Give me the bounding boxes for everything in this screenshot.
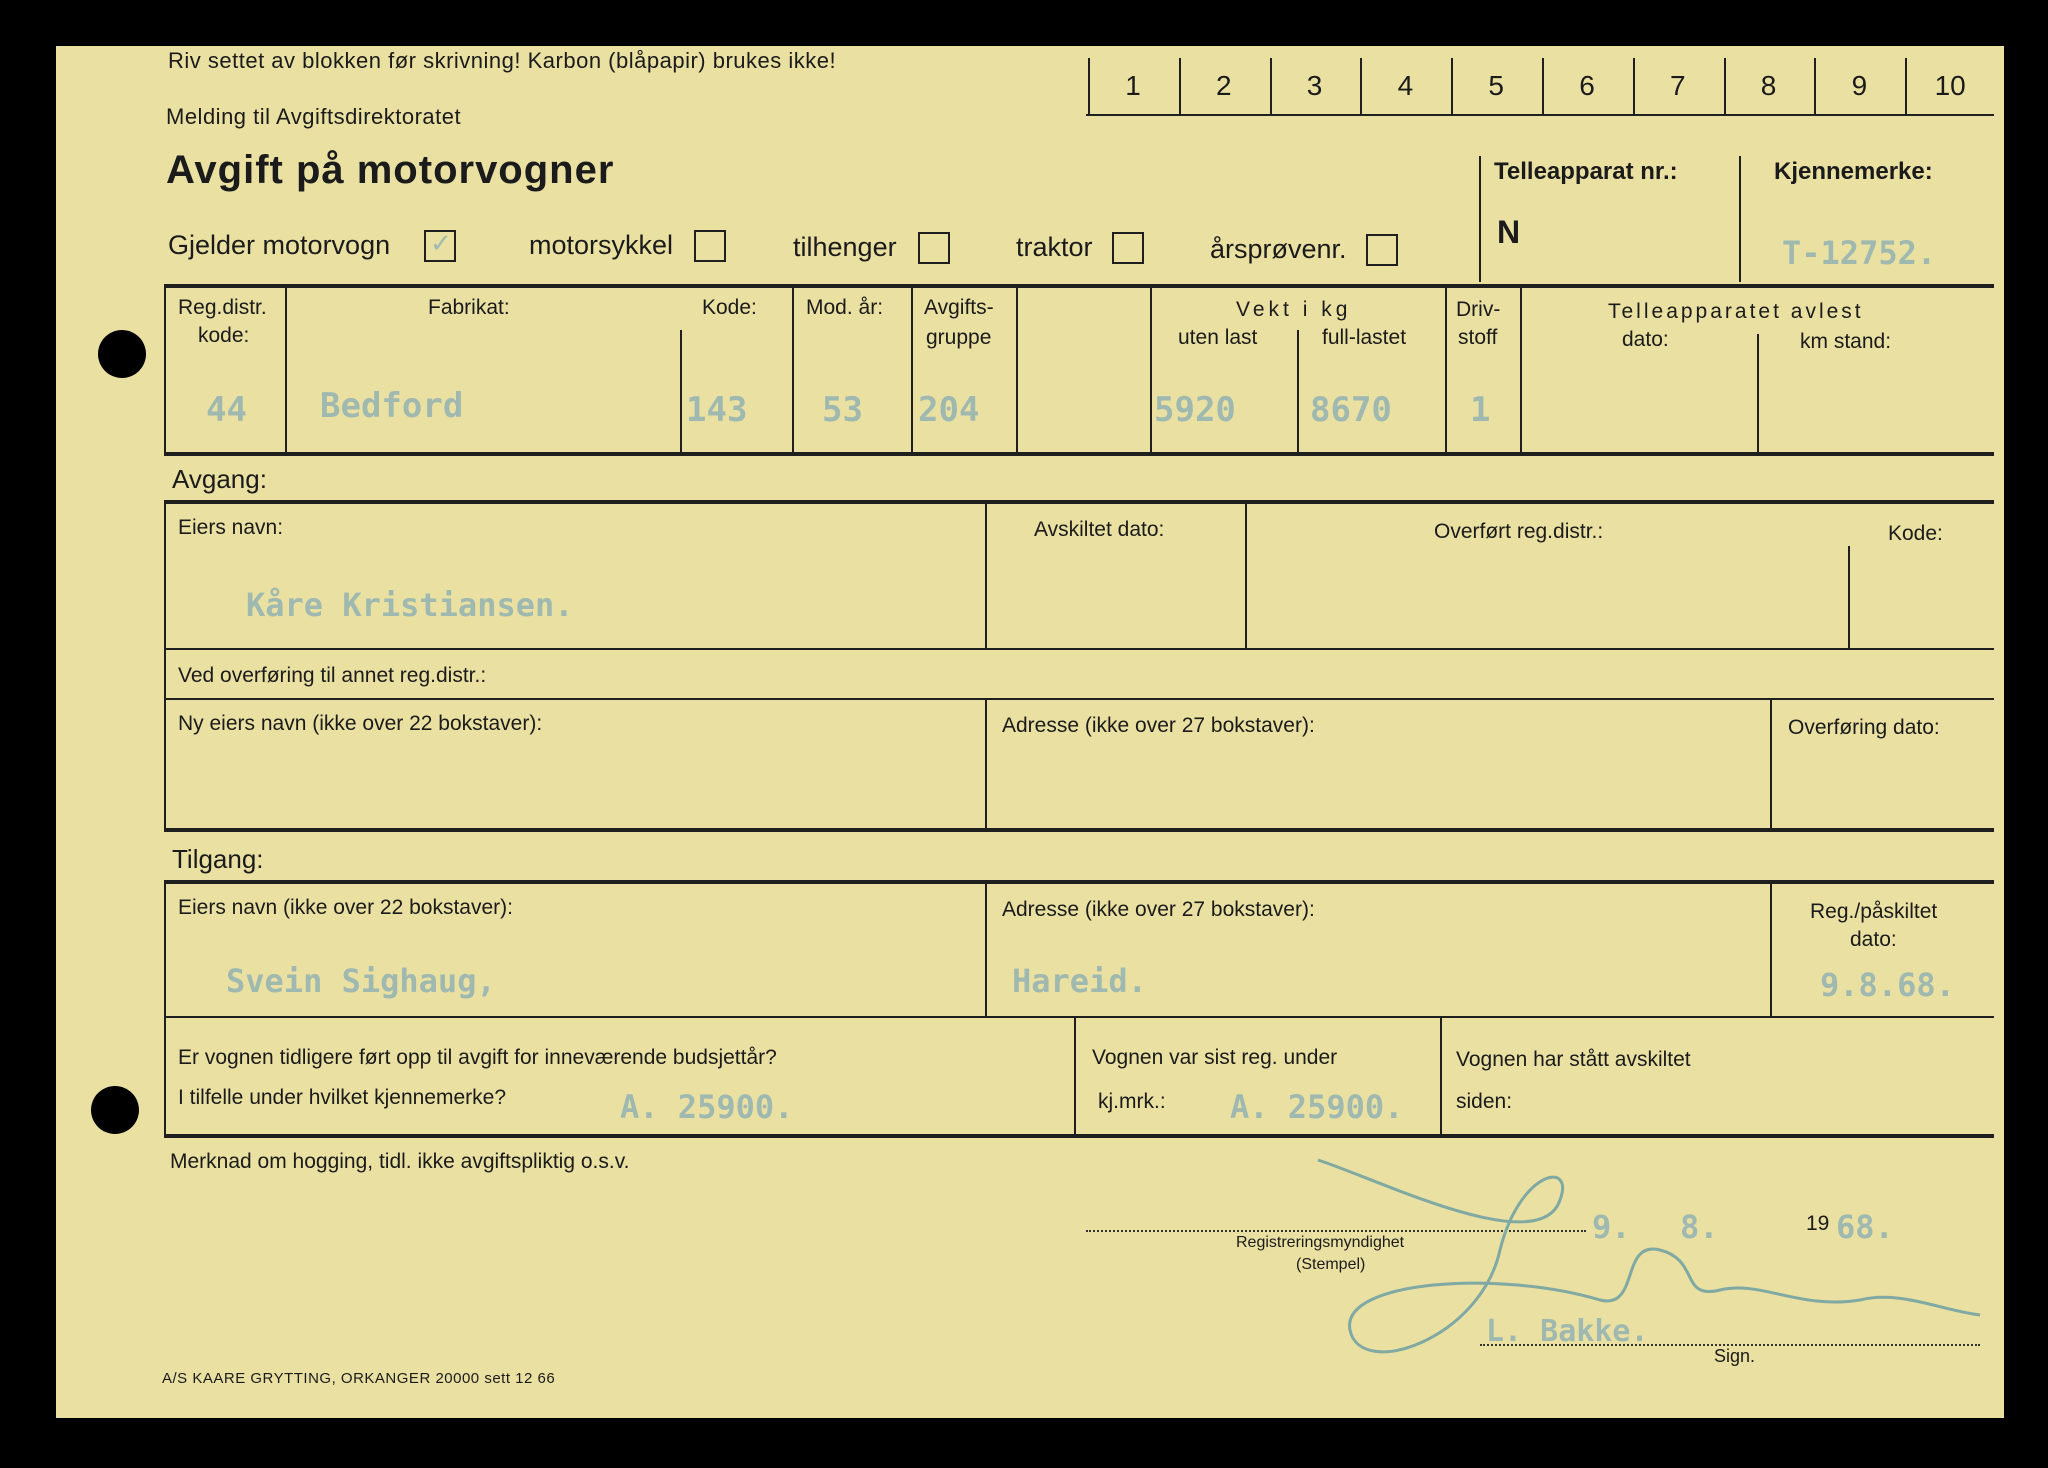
reg-distr-label: Reg.distr. [178,296,267,319]
previous-plate-value: A. 25900. [620,1088,794,1126]
col-border [680,330,682,452]
avgang-top-border [164,500,1994,504]
avskiltet-date-label: Avskiltet dato: [1034,518,1165,541]
printer-imprint: A/S KAARE GRYTTING, ORKANGER 20000 sett 12 66 [162,1370,556,1387]
col-border [285,288,287,452]
mod-year-label: Mod. år: [806,296,884,319]
last-reg-label: Vognen var sist reg. under [1092,1046,1338,1069]
full-lastet-label: full-lastet [1322,326,1407,349]
sign-date-year: 68. [1836,1208,1894,1246]
new-owner-label: Ny eiers navn (ikke over 22 bokstaver): [178,712,543,735]
transfer-heading: Ved overføring til annet reg.distr.: [178,664,487,687]
tilgang-section-label: Tilgang: [172,844,264,874]
copy-number-divider [1179,58,1181,114]
copy-number-divider [1088,58,1090,114]
copy-number-divider [1814,58,1816,114]
copy-number-divider [1905,58,1907,114]
avgang-kode-label: Kode: [1888,522,1943,545]
tilgang-reg-label: Reg./påskiltet [1810,900,1938,923]
tilgang-reg-label-2: dato: [1850,928,1897,951]
col-border [911,288,913,452]
copy-number-8: 8 [1760,70,1777,101]
kode-value: 143 [686,390,748,430]
copy-number-divider [1633,58,1635,114]
check-mark-icon: ✓ [430,228,452,258]
tilgang-bottom-border [164,1134,1994,1138]
checkbox-arsprovenr[interactable] [1366,234,1398,266]
tilgang-owner-label: Eiers navn (ikke over 22 bokstaver): [178,896,513,919]
col-border [1016,288,1018,452]
tilgang-reg-value: 9.8.68. [1820,966,1955,1004]
kode-label: Kode: [702,296,757,319]
tilgang-top-border [164,880,1994,884]
col-border [164,500,166,830]
col-border [1520,288,1522,452]
previous-question-2: I tilfelle under hvilket kjennemerke? [178,1086,507,1109]
option-motorsykkel-label: motorsykkel [529,230,674,260]
avgift-label: Avgifts- [924,296,994,319]
meter-value: N [1497,214,1521,250]
previous-question-1: Er vognen tidligere ført opp til avgift for inneværende budsjettår? [178,1046,777,1069]
meter-read-date-label: dato: [1622,328,1669,351]
signer-name: L. Bakke. [1486,1314,1649,1349]
copy-number-2: 2 [1216,70,1232,101]
option-traktor-label: traktor [1016,232,1093,262]
sign-date-day: 9. [1592,1208,1631,1246]
reg-distr-label-2: kode: [198,324,250,347]
vekt-label: Vekt i kg [1236,298,1352,321]
avgift-label-2: gruppe [926,326,992,349]
applies-to-label: Gjelder motorvogn [168,230,391,260]
meter-read-km-label: km stand: [1800,330,1892,353]
copy-number-6: 6 [1579,70,1595,101]
copy-number-4: 4 [1397,70,1414,101]
avgift-value: 204 [918,390,980,430]
recipient-text: Melding til Avgiftsdirektoratet [166,104,462,129]
option-arsprovenr-label: årsprøvenr. [1210,234,1347,264]
drivstoff-label-2: stoff [1458,326,1498,349]
avgang-mid-border [164,648,1994,650]
form-title: Avgift på motorvogner [166,148,615,192]
col-border [1848,546,1850,648]
last-reg-value: A. 25900. [1230,1088,1404,1126]
col-border [1770,884,1772,1016]
col-border [1297,330,1299,452]
checkbox-motorvogn[interactable] [424,230,456,262]
checkbox-motorsykkel[interactable] [694,230,726,262]
registration-label: Kjennemerke: [1774,158,1933,185]
copy-number-divider [1724,58,1726,114]
last-reg-label-2: kj.mrk.: [1098,1090,1166,1113]
fabrikat-value: Bedford [320,386,464,426]
sign-date-month: 8. [1680,1208,1719,1246]
col-border [1770,700,1772,830]
tilgang-address-value: Hareid. [1012,962,1147,1000]
instruction-text: Riv settet av blokken før skrivning! Karbon (blåpapir) brukes ikke! [168,48,837,73]
overfort-distr-label: Overført reg.distr.: [1434,520,1604,543]
col-border [985,700,987,830]
divider [1739,156,1741,282]
meter-read-label: Telleapparatet avlest [1608,300,1864,323]
punch-hole-bottom [91,1086,139,1134]
copy-number-9: 9 [1851,70,1868,101]
deregistered-since-label-2: siden: [1456,1090,1513,1113]
uten-last-label: uten last [1178,326,1258,349]
mod-year-value: 53 [822,390,863,430]
avgang-bottom-border [164,828,1994,832]
copy-number-7: 7 [1670,70,1686,101]
sign-date-century: 19 [1806,1212,1830,1235]
punch-hole-top [98,330,146,378]
col-border [1440,1018,1442,1136]
sign-label: Sign. [1714,1346,1756,1366]
col-border [1245,504,1247,648]
col-border [1150,288,1152,452]
fabrikat-label: Fabrikat: [428,296,510,319]
avgang-owner-label: Eiers navn: [178,516,284,539]
col-border [985,504,987,648]
full-lastet-value: 8670 [1310,390,1392,430]
col-border [1757,334,1759,452]
col-border [1445,288,1447,452]
copy-number-divider [1360,58,1362,114]
copy-number-divider [1270,58,1272,114]
copy-number-divider [1542,58,1544,114]
tilgang-owner-value: Svein Sighaug, [226,962,496,1000]
col-border [792,288,794,452]
col-border [985,884,987,1016]
col-border [164,284,166,454]
registration-value: T-12752. [1782,234,1937,272]
avgang-owner-value: Kåre Kristiansen. [246,586,574,624]
col-border [1074,1018,1076,1136]
copy-number-1: 1 [1125,70,1141,101]
divider [1479,156,1481,282]
authority-stamp-label: (Stempel) [1296,1256,1366,1273]
signature-scribble [1300,1140,2000,1380]
drivstoff-value: 1 [1470,390,1491,430]
authority-label: Registreringsmyndighet [1236,1234,1405,1251]
uten-last-value: 5920 [1154,390,1236,430]
copy-number-3: 3 [1306,70,1323,101]
avgang-mid-border-2 [164,698,1994,700]
avgang-section-label: Avgang: [172,464,267,494]
checkbox-tilhenger[interactable] [918,232,950,264]
drivstoff-label: Driv- [1456,298,1501,321]
copy-number-10: 10 [1934,70,1966,101]
table-bottom-border [164,452,1994,456]
tilgang-address-label: Adresse (ikke over 27 bokstaver): [1002,898,1315,921]
tilgang-mid-border [164,1016,1994,1018]
copy-number-divider [1451,58,1453,114]
remarks-label: Merknad om hogging, tidl. ikke avgiftspliktig o.s.v. [170,1150,630,1173]
option-tilhenger-label: tilhenger [793,232,897,262]
reg-distr-value: 44 [206,390,247,430]
meter-label: Telleapparat nr.: [1494,158,1678,185]
col-border [164,880,166,1136]
transfer-date-label: Overføring dato: [1788,716,1940,739]
deregistered-since-label: Vognen har stått avskiltet [1456,1048,1691,1071]
copy-number-5: 5 [1488,70,1504,101]
new-address-label: Adresse (ikke over 27 bokstaver): [1002,714,1315,737]
table-top-border [164,284,1994,288]
checkbox-traktor[interactable] [1112,232,1144,264]
